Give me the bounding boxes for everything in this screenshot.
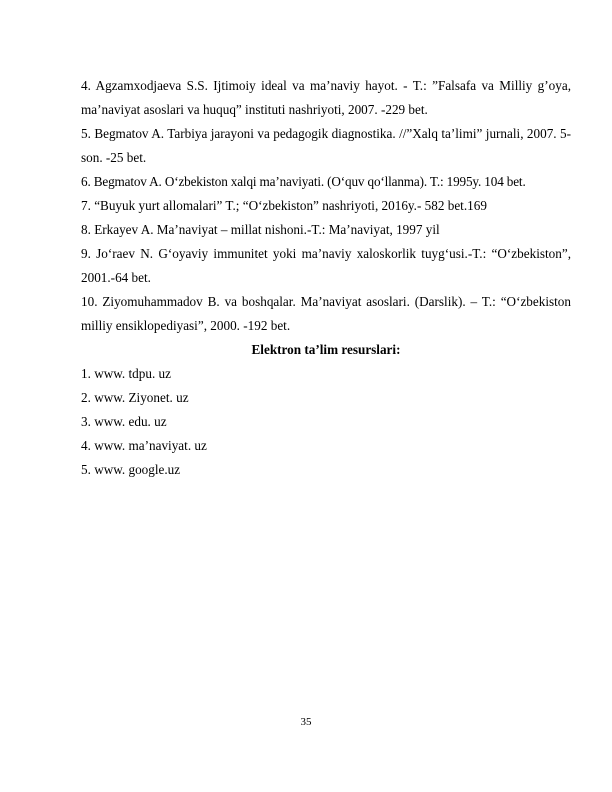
reference-item: 8. Erkayev A. Ma’naviyat – millat nishoni.-T.: Ma’naviyat, 1997 yil <box>81 222 440 237</box>
resource-list <box>81 362 571 482</box>
reference-item: 6. Begmatov A. O‘zbekiston xalqi ma’naviyati. (O‘quv qo‘llanma). T.: 1995y. 104 bet. <box>81 174 526 189</box>
page-number: 35 <box>300 716 312 728</box>
reference-item: 7. “Buyuk yurt allomalari” T.; “O‘zbekiston” nashriyoti, 2016y.- 582 bet.169 <box>81 198 487 213</box>
resource-item: 2. www. Ziyonet. uz <box>81 390 189 405</box>
resource-item: 3. www. edu. uz <box>81 414 167 429</box>
reference-item: 4. Agzamxodjaeva S.S. Ijtimoiy ideal va ma’naviy hayot. - T.: ”Falsafa va Milliy g’oya, ma’naviyat asoslari va huquq” instituti nashriyoti, 2007. -229 bet. <box>81 78 571 117</box>
resource-item: 4. www. ma’naviyat. uz <box>81 438 207 453</box>
reference-item: 9. Jo‘raev N. G‘oyaviy immunitet yoki ma’naviy xaloskorlik tuyg‘usi.-T.: “O‘zbekiston”, 2001.-64 bet. <box>81 246 571 285</box>
reference-item: 10. Ziyomuhammadov B. va boshqalar. Ma’naviyat asoslari. (Darslik). – T.: “O‘zbekiston milliy ensiklopediyasi”, 2000. -192 bet. <box>81 294 571 333</box>
reference-item: 5. Begmatov A. Tarbiya jarayoni va pedagogik diagnostika. //”Xalq ta’limi” jurnali, 2007. 5-son. -25 bet. <box>81 126 571 165</box>
resources-heading: Elektron ta’lim resurslari: <box>251 342 401 357</box>
reference-list <box>81 74 571 338</box>
resource-item: 1. www. tdpu. uz <box>81 366 171 381</box>
resource-item: 5. www. google.uz <box>81 462 181 477</box>
page-content <box>81 74 571 482</box>
